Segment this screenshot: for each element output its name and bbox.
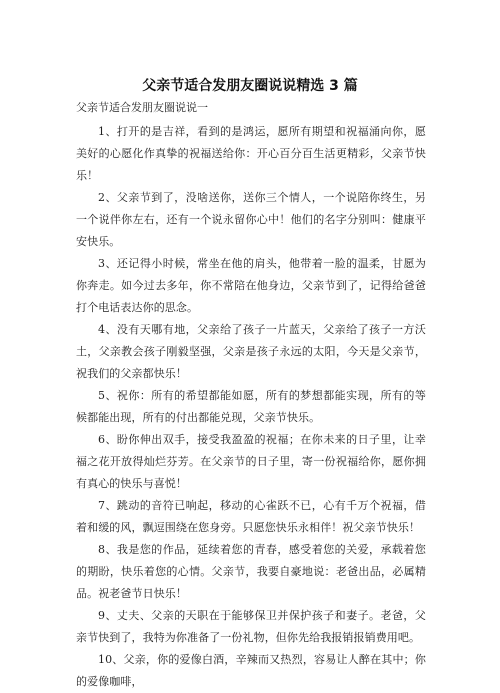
paragraph-2: 2、父亲节到了，没啥送你，送你三个情人，一个说陪你终生，另一个说伴你左右，还有一个说永留你心中！他们的名字分别叫：健康平安快乐。: [76, 191, 426, 248]
paragraph-7: 7、跳动的音符已响起，移动的心雀跃不已，心有千万个祝福，借着和缓的风，飘逗围绕在您身旁。只愿您快乐永相伴！祝父亲节快乐！: [76, 499, 426, 534]
section-subtitle: 父亲节适合发朋友圈说说一: [76, 101, 208, 114]
paragraph-1: 1、打开的是吉祥，看到的是鸿运，愿所有期望和祝福涌向你，愿美好的心愿化作真挚的祝福送给你：开心百分百生活更精彩，父亲节快乐！: [76, 125, 426, 182]
document-body: [76, 121, 426, 693]
paragraph-6: 6、盼你伸出双手，接受我盈盈的祝福；在你未来的日子里，让幸福之花开放得灿烂芬芳。在父亲节的日子里，寄一份祝福给你，愿你拥有真心的快乐与喜悦！: [76, 433, 426, 490]
paragraph-8: 8、我是您的作品，延续着您的青春，感受着您的关爱，承载着您的期盼，快乐着您的心情。父亲节，我要自豪地说：老爸出品，必属精品。祝老爸节日快乐！: [76, 543, 426, 600]
paragraph-3: 3、还记得小时候，常坐在他的肩头，他带着一脸的温柔，甘愿为你奔走。如今过去多年，你不常陪在他身边，父亲节到了，记得给爸爸打个电话表达你的思念。: [76, 257, 426, 314]
paragraph-5: 5、祝你：所有的希望都能如愿，所有的梦想都能实现，所有的等候都能出现，所有的付出都能兑现，父亲节快乐。: [76, 389, 426, 424]
paragraph-4: 4、没有天哪有地，父亲给了孩子一片蓝天，父亲给了孩子一方沃土，父亲教会孩子刚毅坚强，父亲是孩子永远的太阳，今天是父亲节，祝我们的父亲都快乐！: [76, 323, 426, 380]
document-title: 父亲节适合发朋友圈说说精选 3 篇: [142, 78, 358, 94]
paragraph-9: 9、丈夫、父亲的天职在于能够保卫并保护孩子和妻子。老爸，父亲节快到了，我特为你准备了一份礼物，但你先给我报销报销费用吧。: [76, 609, 426, 644]
paragraph-10: 10、父亲，你的爱像白酒，辛辣而又热烈，容易让人醉在其中；你的爱像咖啡，: [76, 653, 426, 688]
